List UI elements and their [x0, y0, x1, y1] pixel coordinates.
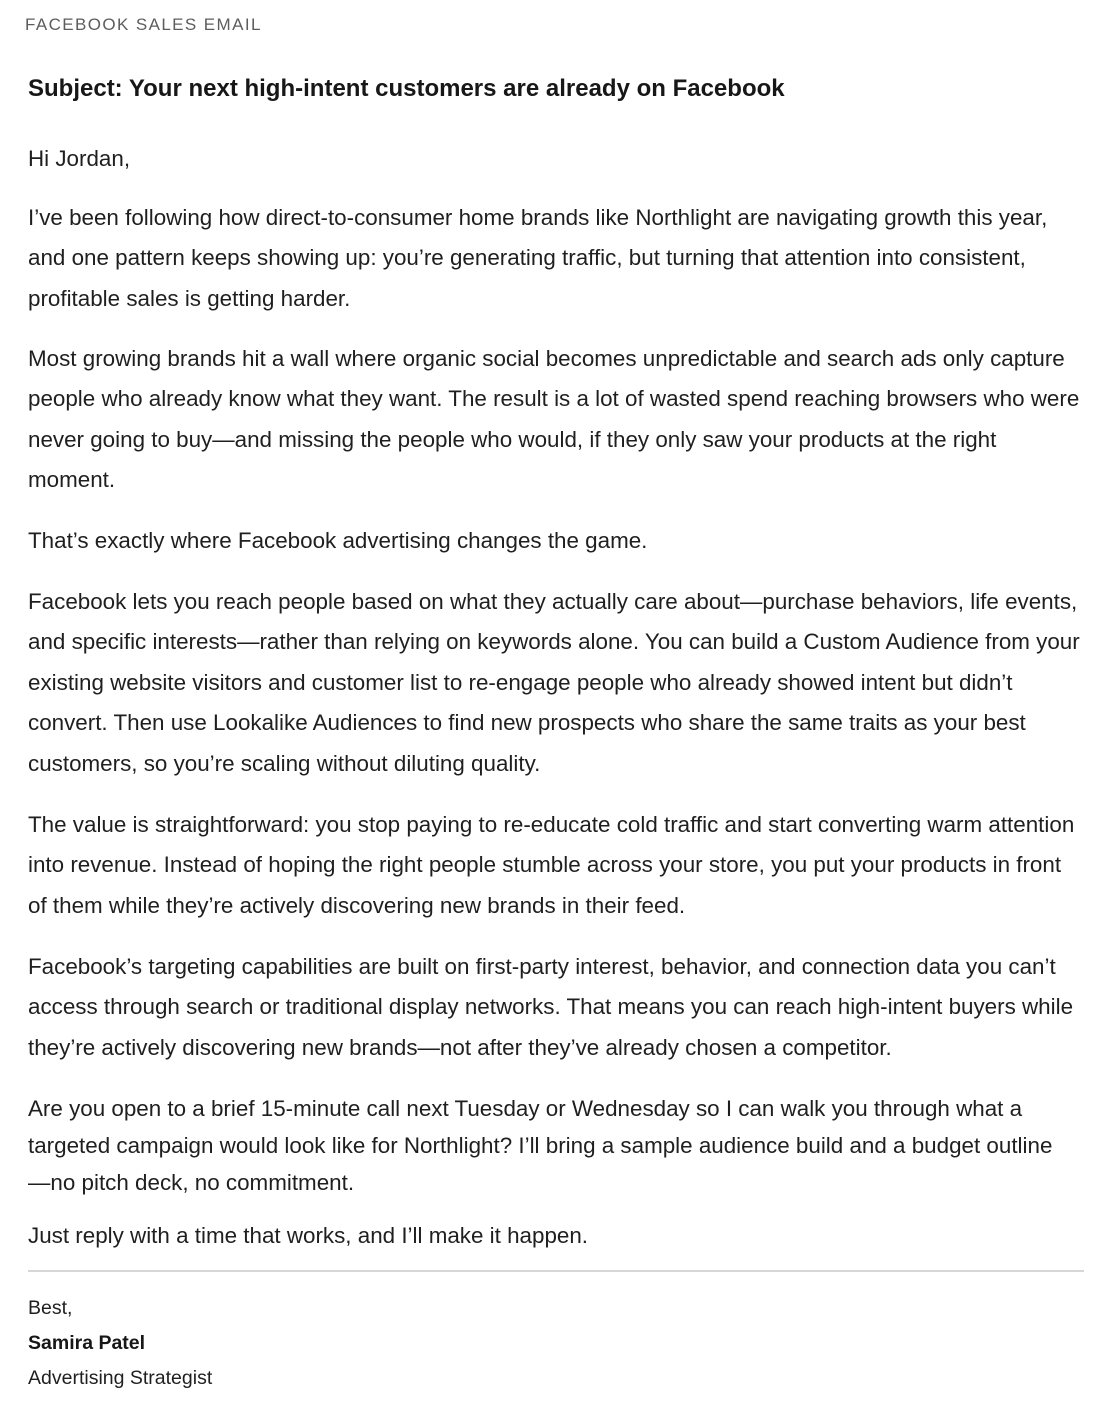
- signature-sign-off: Best,: [28, 1297, 73, 1319]
- email-paragraph-3: That’s exactly where Facebook advertising changes the game.: [28, 528, 648, 553]
- email-paragraph-8: Just reply with a time that works, and I’ll make it happen.: [28, 1223, 589, 1248]
- signature-name: Samira Patel: [28, 1332, 146, 1354]
- email-paragraph-7: Are you open to a brief 15-minute call next Tuesday or Wednesday so I can walk you through what a targeted campaign would look like for Northlight? I’ll bring a sample audience build and a budget outline —no pitch deck, no commitment.: [28, 1096, 1053, 1195]
- email-paragraph-5: The value is straightforward: you stop paying to re-educate cold traffic and start converting warm attention into revenue. Instead of hoping the right people stumble across your store, you put your products in front of them while they’re actively discovering new brands in their feed.: [28, 812, 1075, 918]
- signature-title: Advertising Strategist: [28, 1367, 213, 1389]
- signature-divider: [28, 1270, 1084, 1272]
- email-subject: Subject: Your next high-intent customers are already on Facebook: [28, 75, 785, 102]
- email-category-label: FACEBOOK SALES EMAIL: [25, 15, 262, 34]
- email-paragraph-6: Facebook’s targeting capabilities are built on first-party interest, behavior, and connection data you can’t access through search or traditional display networks. That means you can reach high-intent buyers while they’re actively discovering new brands—not after they’ve already chosen a competitor.: [28, 954, 1074, 1060]
- email-paragraph-4: Facebook lets you reach people based on what they actually care about—purchase behaviors, life events, and specific interests—rather than relying on keywords alone. You can build a Custom Audience from your existing website visitors and customer list to re-engage people who already showed intent but didn’t convert. Then use Lookalike Audiences to find new prospects who share the same traits as your best customers, so you’re scaling without diluting quality.: [28, 589, 1080, 776]
- email-paragraph-1: I’ve been following how direct-to-consumer home brands like Northlight are navigating growth this year, and one pattern keeps showing up: you’re generating traffic, but turning that attention into consistent, profitable sales is getting harder.: [28, 205, 1048, 311]
- email-greeting: Hi Jordan,: [28, 146, 131, 171]
- email-paragraph-2: Most growing brands hit a wall where organic social becomes unpredictable and search ads only capture people who already know what they want. The result is a lot of wasted spend reaching browsers who were never going to buy—and missing the people who would, if they only saw your products at the right moment.: [28, 346, 1080, 493]
